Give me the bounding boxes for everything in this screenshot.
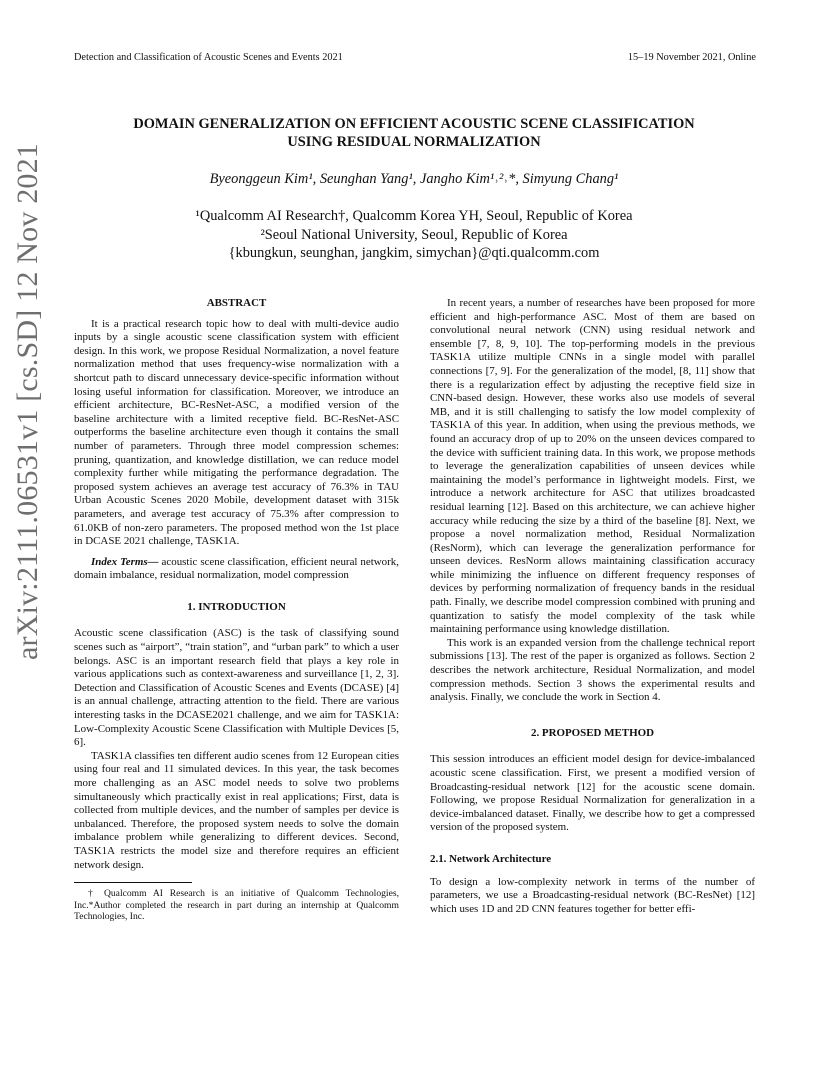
title-line-2: USING RESIDUAL NORMALIZATION — [287, 133, 541, 150]
paper-title — [74, 116, 754, 151]
intro-paragraph-2: TASK1A classifies ten different audio scenes from 12 European cities using four real and 11 simulated devices. In this year, the task becomes more challenging as an ASC model needs to solve two problems simultaneously which practically exist in real applications; First, data is collected from multiple devices, and the number of samples per device is unbalanced. Therefore, the proposed system needs to solve the domain imbalance problem while generalizing to different devices. Second, TASK1A restricts the model size and therefore requires an efficient network design. — [74, 749, 399, 871]
author-emails: {kbungkun, seunghan, jangkim, simychan}@qti.qualcomm.com — [228, 245, 600, 261]
intro-paragraph-3: In recent years, a number of researches have been proposed for more efficient and high-performance ASC. Most of them are based on convolutional neural network (CNN) using residual network and ensemble [7, 8, 9, 10]. The top-performing models in the previous TASK1A utilize multiple CNNs in a single model with parallel connections [7, 9]. For the generalization of the model, [8, 11] show that there is a regularization effect by adjusting the receptive field size in CNN-based design. However, these works also use models of several MB, and it is still challenging to satisfy the low model complexity of TASK1A of this year. In addition, when using the previous methods, we found an accuracy drop of up to 20% on the unseen devices compared to the device with sufficient training data. In this work, we propose methods to leverage the generalization capabilities of unseen devices while maintaining the model’s performance in lightweight models. First, we introduce a network architecture for ASC that utilizes broadcasted residual learning [12]. Based on this architecture, we can achieve higher accuracy while reducing the size by a third of the baseline [8]. Next, we propose a novel normalization method, Residual Normalization (ResNorm), which can leverage the generalization performance for unseen devices. ResNorm allows maintaining classification accuracy while minimizing the influence on different frequency responses of devices by performing normalization of frequency bands in the residual path. Finally, we describe model compression combined with pruning and quantization to satisfy the model complexity of the task while maintaining performance using knowledge distillation. — [430, 297, 755, 636]
affiliation-2: ²Seoul National University, Seoul, Republic of Korea — [260, 226, 568, 243]
running-header-left: Detection and Classification of Acoustic Scenes and Events 2021 — [74, 52, 343, 63]
right-column — [430, 297, 755, 916]
subsection-heading: 2.1. Network Architecture — [430, 852, 552, 865]
footnote: † Qualcomm AI Research is an initiative of Qualcomm Technologies, Inc.*Author completed the research in part during an internship at Qualcomm Technologies, Inc. — [74, 888, 399, 922]
arxiv-stamp: arXiv:2111.06531v1 [cs.SD] 12 Nov 2021 — [11, 143, 44, 660]
footnote-rule — [74, 882, 192, 883]
affiliation-1: ¹Qualcomm AI Research†, Qualcomm Korea YH, Seoul, Republic of Korea — [195, 208, 633, 224]
left-column — [74, 297, 399, 922]
index-terms — [74, 556, 399, 583]
index-terms-text: acoustic scene classification, efficient neural network, domain imbalance, residual normalization, model compression — [74, 555, 399, 582]
method-paragraph-1: This session introduces an efficient model design for device-imbalanced acoustic scene classification. First, we present a modified version of Broadcasting-residual network [12] for the acoustic scene domain. Following, we propose Residual Normalization for generalization in a device-imbalanced dataset. Finally, we describe how to get a compressed version of the proposed system. — [430, 753, 755, 834]
affiliations — [74, 207, 754, 263]
network-architecture-paragraph: To design a low-complexity network in terms of the number of parameters, we use a Broadcasting-residual network (BC-ResNet) [12] which uses 1D and 2D CNN features together for better effi- — [430, 875, 755, 915]
title-line-1: DOMAIN GENERALIZATION ON EFFICIENT ACOUSTIC SCENE CLASSIFICATION — [133, 116, 695, 132]
abstract-heading: ABSTRACT — [206, 297, 267, 309]
abstract-text: It is a practical research topic how to deal with multi-device audio inputs by a single acoustic scene classification system with efficient design. In this work, we propose Residual Normalization, a novel feature normalization method that uses frequency-wise normalization with a shortcut path to discard unnecessary device-specific information without losing useful information for classification. Moreover, we introduce an efficient architecture, BC-ResNet-ASC, a modified version of the baseline architecture with a limited receptive field. BC-ResNet-ASC outperforms the baseline architecture even though it contains the small number of parameters. Through three model compression schemes: pruning, quantization, and knowledge distillation, we can reduce model complexity further while mitigating the performance degradation. The proposed system achieves an average test accuracy of 76.3% in TAU Urban Acoustic Scenes 2020 Mobile, development dataset with 315k parameters, and average test accuracy of 75.3% after compression to 61.0KB of non-zero parameters. The proposed method won the 1st place in DCASE 2021 challenge, TASK1A. — [74, 317, 399, 548]
intro-paragraph-4: This work is an expanded version from the challenge technical report submissions [13]. The rest of the paper is organized as follows. Section 2 describes the network architecture, Residual Normalization, and model compression methods. Section 3 shows the experimental results and analysis. Finally, we conclude the work in Section 4. — [430, 636, 755, 704]
method-heading: 2. PROPOSED METHOD — [530, 726, 655, 739]
intro-paragraph-1: Acoustic scene classification (ASC) is the task of classifying sound scenes such as “airport”, “train station”, and “urban park” to which a user belongs. ASC is an important research field that plays a key role in various applications such as context-awareness and surveillance [1, 2, 3]. Detection and Classification of Acoustic Scenes and Events (DCASE) [4] is an annual challenge, attracting attention to the field. There are various interesting tasks in the DCASE2021 challenge, and we aim for TASK1A: Low-Complexity Acoustic Scene Classification with Multiple Devices [5, 6]. — [74, 627, 399, 749]
index-terms-label: Index Terms— — [91, 555, 159, 568]
author-list: Byeonggeun Kim¹, Seunghan Yang¹, Jangho Kim¹˒²˒*, Simyung Chang¹ — [209, 171, 619, 187]
running-header-right: 15–19 November 2021, Online — [627, 52, 756, 63]
intro-heading: 1. INTRODUCTION — [187, 600, 286, 613]
